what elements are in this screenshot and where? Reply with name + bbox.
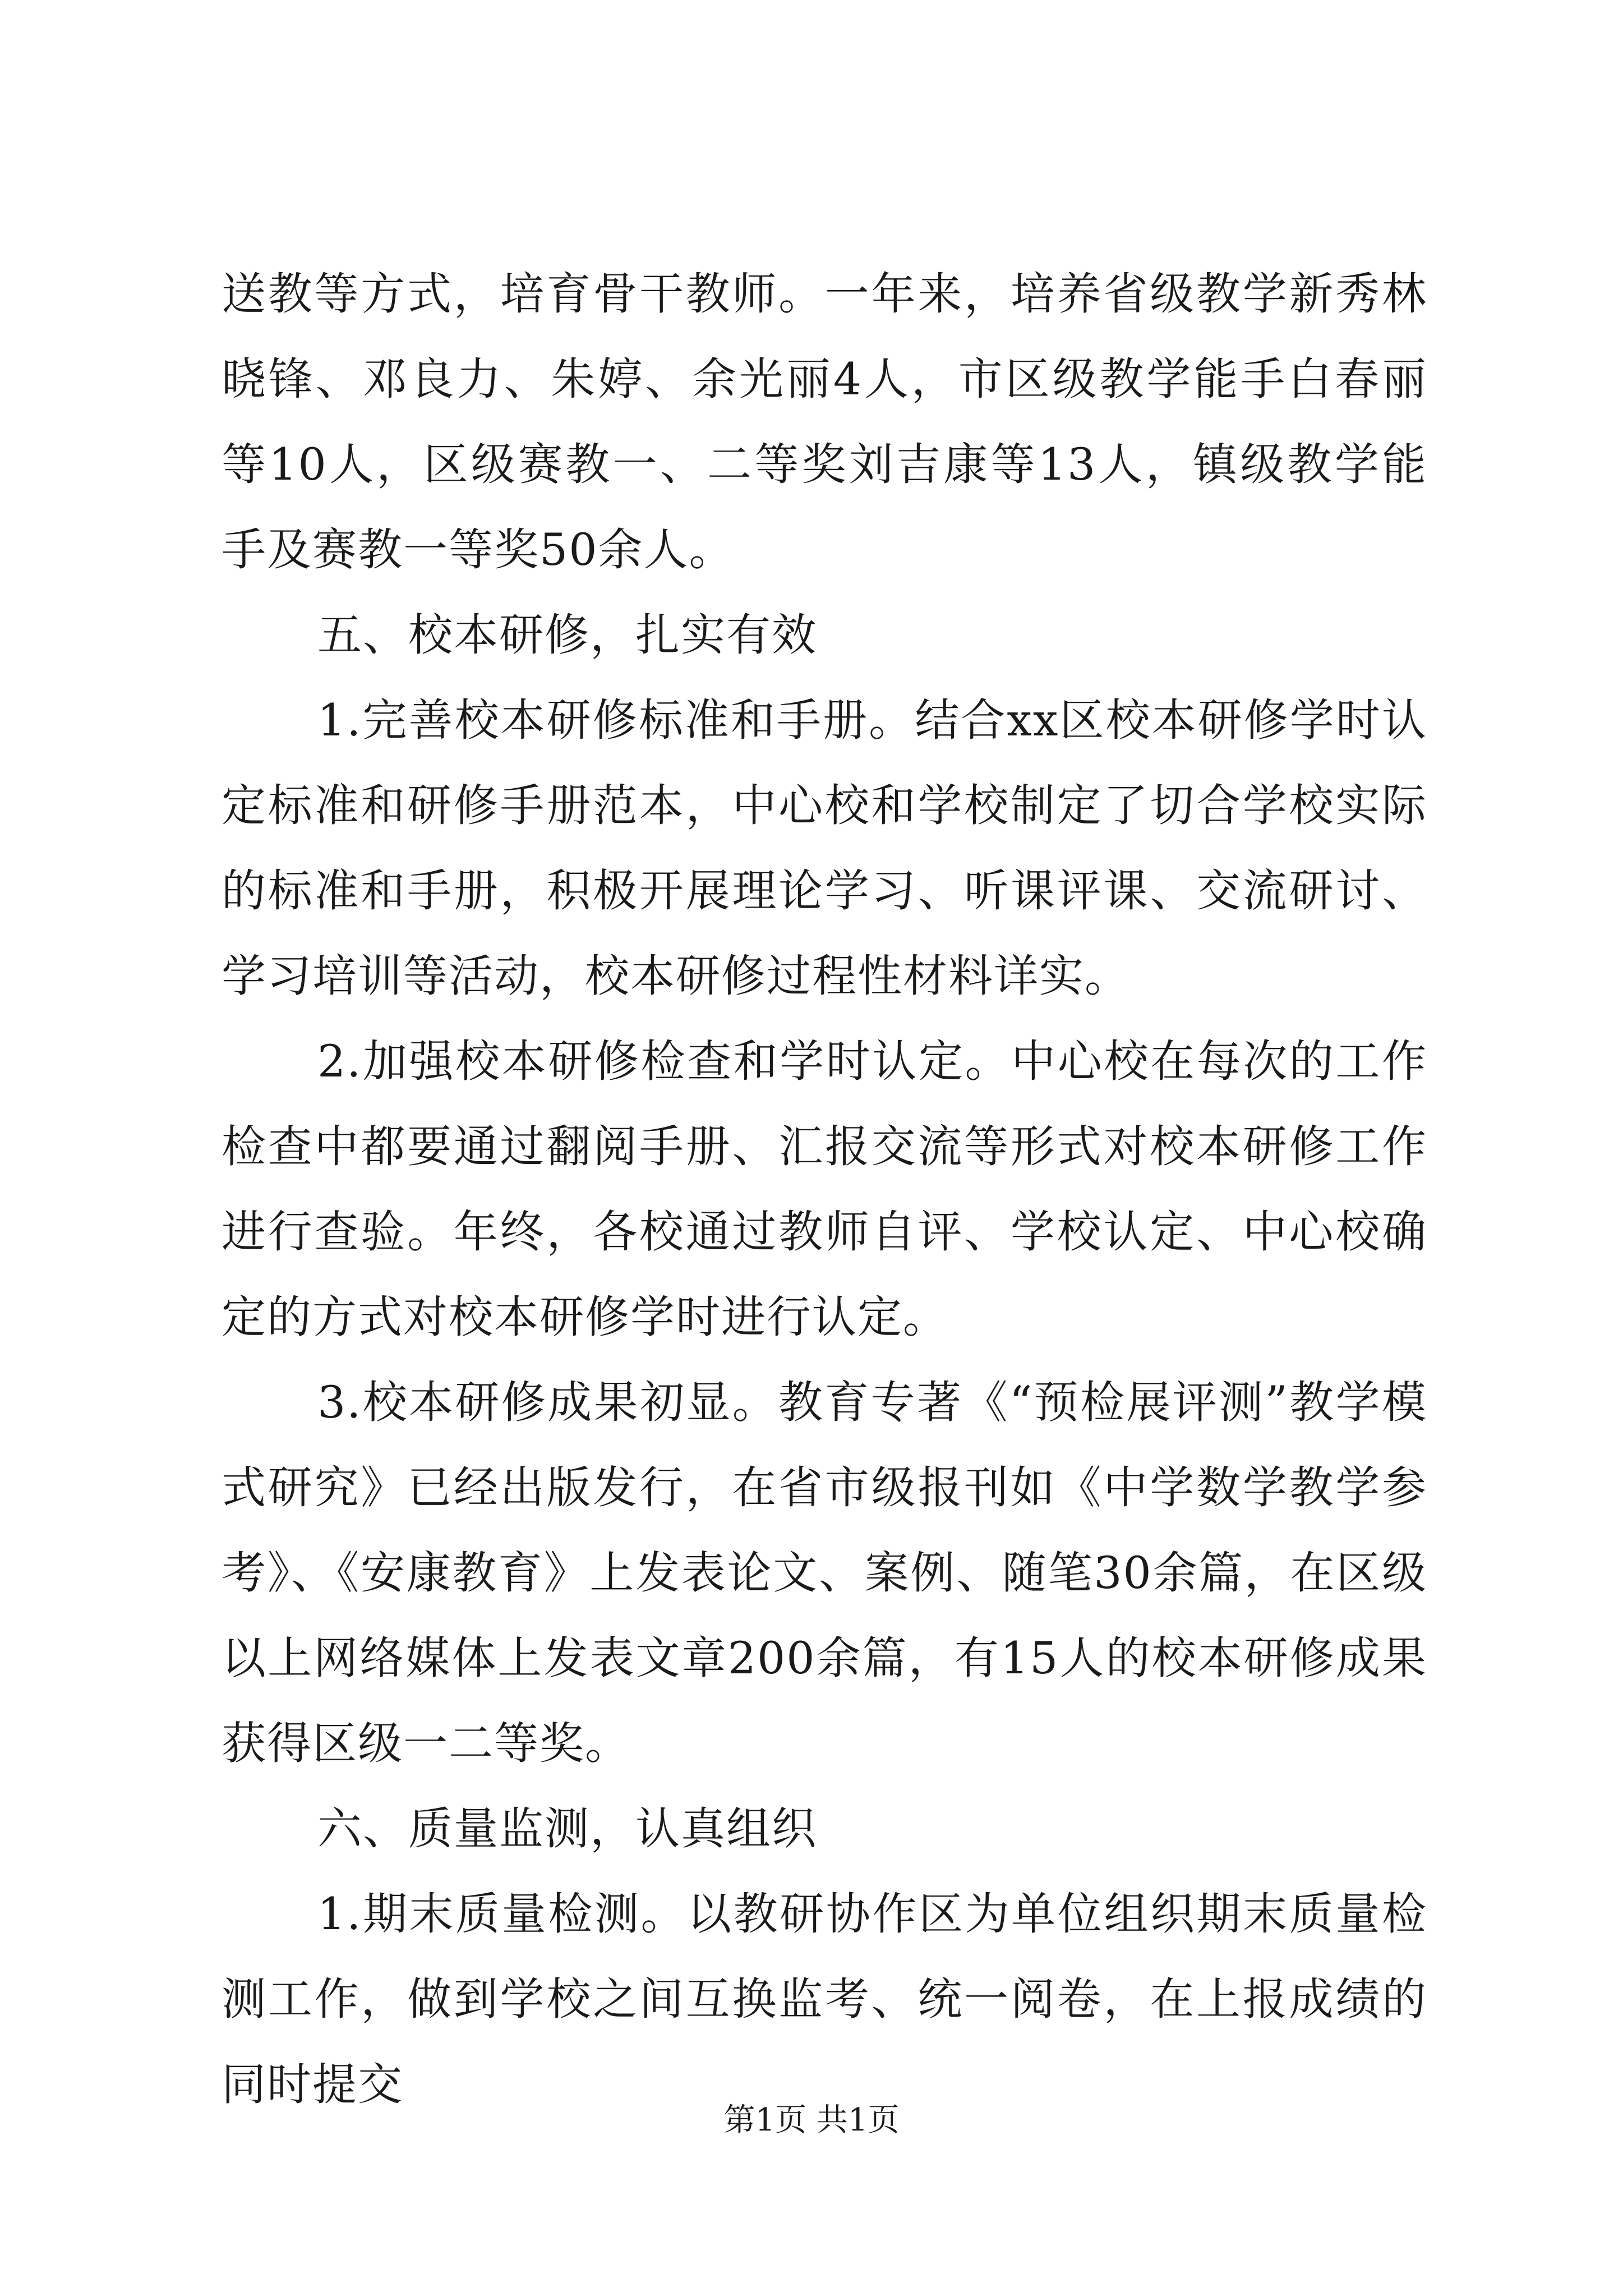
paragraph-6-1: 1.期末质量检测。以教研协作区为单位组织期末质量检测工作，做到学校之间互换监考、统一阅卷，在上报成绩的同时提交 (222, 1888, 1427, 2110)
paragraph-5-1: 1.完善校本研修标准和手册。结合xx区校本研修学时认定标准和研修手册范本，中心校和学校制定了切合学校实际的标准和手册，积极开展理论学习、听课评课、交流研讨、学习培训等活动，校本研修过程性材料详实。 (222, 694, 1427, 1002)
document-body (222, 251, 1427, 2127)
page-footer: 第1页 共1页 (723, 2102, 900, 2138)
section-heading-5: 五、校本研修，扎实有效 (317, 609, 817, 661)
paragraph-5-2: 2.加强校本研修检查和学时认定。中心校在每次的工作检查中都要通过翻阅手册、汇报交流等形式对校本研修工作进行查验。年终，各校通过教师自评、学校认定、中心校确定的方式对校本研修学时进行认定。 (222, 1036, 1427, 1343)
paragraph-5-3: 3.校本研修成果初显。教育专著《“预检展评测”教学模式研究》已经出版发行，在省市级报刊如《中学数学教学参考》、《安康教育》上发表论文、案例、随笔30余篇，在区级以上网络媒体上发表文章200余篇，有15人的校本研修成果获得区级一二等奖。 (222, 1377, 1427, 1769)
paragraph-continuation: 送教等方式，培育骨干教师。一年来，培养省级教学新秀林晓锋、邓良力、朱婷、余光丽4人，市区级教学能手白春丽等10人，区级赛教一、二等奖刘吉康等13人，镇级教学能手及赛教一等奖50余人。 (222, 268, 1427, 576)
section-heading-6: 六、质量监测，认真组织 (317, 1803, 817, 1855)
